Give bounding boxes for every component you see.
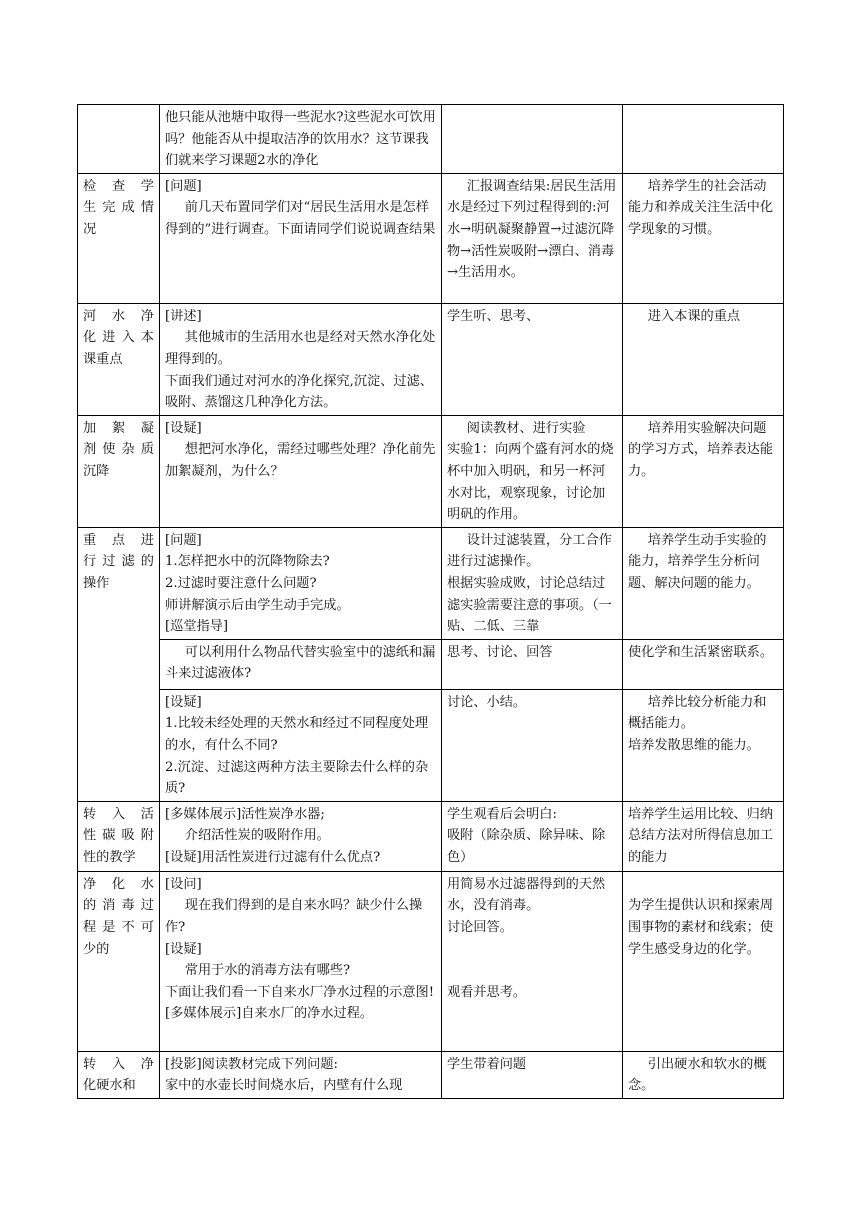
stage-cell xyxy=(78,105,160,174)
cell-text: [投影]阅读教材完成下列问题: xyxy=(165,1056,338,1072)
stage-cell xyxy=(78,415,160,527)
cell-text: 设计过滤装置，分工合作进行过滤操作。 xyxy=(447,532,612,570)
cell-text: 常用于水的消毒方法有哪些? xyxy=(184,963,351,979)
cell-text xyxy=(628,874,778,896)
cell-text: 吸附（除杂质、除异味、除色） xyxy=(447,828,606,865)
teacher-activity-cell xyxy=(160,105,442,174)
stage-label-line: 转 入 活 xyxy=(83,806,154,822)
design-intent-cell xyxy=(623,689,784,801)
student-activity-cell xyxy=(442,871,623,1051)
design-intent-cell xyxy=(623,105,784,174)
cell-text: [问题] xyxy=(165,178,202,194)
cell-text: 根据实验成败，讨论总结过滤实验需要注意的事项。（一贴、二低、三靠 xyxy=(447,575,612,635)
student-activity-cell xyxy=(442,527,623,639)
stage-label-line: 沉降 xyxy=(83,463,110,479)
cell-text: 下面让我们看一下自来水厂净水过程的示意图! xyxy=(165,984,435,1000)
cell-text: 用简易水过滤器得到的天然水，没有消毒。 xyxy=(447,876,606,914)
cell-text: 进入本课的重点 xyxy=(647,308,741,324)
student-activity-cell xyxy=(442,105,623,174)
cell-text: 培养学生动手实验的能力，培养学生分析问题、解决问题的能力。 xyxy=(628,532,767,591)
cell-text: 师讲解演示后由学生动手完成。 xyxy=(165,597,350,613)
cell-text: 他只能从池塘中取得一些泥水?这些泥水可饮用吗？他能否从中提取洁净的饮用水？这节课我们就来学习课题2水的净化 xyxy=(165,110,436,169)
stage-label-line: 剂使杂质 xyxy=(83,442,154,458)
stage-label-line: 的消毒过 xyxy=(83,898,154,914)
teacher-activity-cell xyxy=(160,415,442,527)
cell-text: 培养学生的社会活动能力和养成关注生活中化学现象的习惯。 xyxy=(628,178,774,237)
table-row xyxy=(78,105,784,174)
cell-text: 学生听、思考、 xyxy=(447,308,540,324)
cell-text xyxy=(447,960,617,982)
student-activity-cell xyxy=(442,173,623,303)
student-activity-cell xyxy=(442,689,623,801)
table-row xyxy=(78,639,784,689)
stage-label-line: 生完成情 xyxy=(83,200,154,216)
stage-label-line: 化硬水和 xyxy=(83,1078,136,1094)
cell-text: [设疑]用活性炭进行过滤有什么优点? xyxy=(165,849,381,865)
cell-text: 1.比较未经处理的天然水和经过不同程度处理的水，有什么不同? xyxy=(165,716,429,753)
cell-text: 培养比较分析能力和概括能力。 xyxy=(628,694,767,732)
cell-text: 学生观看后会明白: xyxy=(447,806,557,822)
lesson-plan-table xyxy=(77,104,784,1099)
cell-text xyxy=(447,939,617,961)
teacher-activity-cell xyxy=(160,639,442,689)
cell-text: [设疑] xyxy=(165,941,202,957)
teacher-activity-cell xyxy=(160,801,442,871)
teacher-activity-cell xyxy=(160,173,442,303)
table-row xyxy=(78,303,784,415)
teacher-activity-cell xyxy=(160,1051,442,1098)
table-row xyxy=(78,527,784,639)
design-intent-cell xyxy=(623,871,784,1051)
stage-label-line: 操作 xyxy=(83,575,110,591)
cell-text: 讨论、小结。 xyxy=(447,694,527,710)
cell-text: 为学生提供认识和探索周围事物的素材和线索；使学生感受身边的化学。 xyxy=(628,898,774,957)
student-activity-cell xyxy=(442,303,623,415)
student-activity-cell xyxy=(442,801,623,871)
cell-text: [设问] xyxy=(165,876,202,892)
stage-label-line: 性的教学 xyxy=(83,849,136,865)
stage-cell xyxy=(78,527,160,801)
teacher-activity-cell xyxy=(160,689,442,801)
stage-label-line: 转 入 净 xyxy=(83,1056,154,1072)
student-activity-cell xyxy=(442,639,623,689)
stage-label-line: 少的 xyxy=(83,941,110,957)
stage-label-line: 重 点 进 xyxy=(83,532,154,548)
student-activity-cell xyxy=(442,415,623,527)
design-intent-cell xyxy=(623,1051,784,1098)
table-row xyxy=(78,173,784,303)
cell-text: [设疑] xyxy=(165,420,202,436)
cell-text: 培养用实验解决问题的学习方式，培养表达能力。 xyxy=(628,420,774,479)
student-activity-cell xyxy=(442,1051,623,1098)
cell-text: 学生带着问题 xyxy=(447,1056,527,1072)
cell-text: [巡堂指导] xyxy=(165,619,229,635)
stage-cell xyxy=(78,871,160,1051)
cell-text: 其他城市的生活用水也是经对天然水净化处理得到的。 xyxy=(165,330,436,367)
cell-text: [问题] xyxy=(165,532,202,548)
cell-text: 2.沉淀、过滤这两种方法主要除去什么样的杂质? xyxy=(165,759,429,797)
stage-cell xyxy=(78,1051,160,1098)
cell-text: [多媒体展示]自来水厂的净水过程。 xyxy=(165,1006,374,1022)
stage-label-line: 河 水 净 xyxy=(83,308,154,324)
design-intent-cell xyxy=(623,303,784,415)
stage-label-line: 化进入本 xyxy=(83,330,154,346)
table-row xyxy=(78,801,784,871)
cell-text: 1.怎样把水中的沉降物除去? xyxy=(165,554,330,570)
table-row xyxy=(78,689,784,801)
design-intent-cell xyxy=(623,801,784,871)
cell-text: 想把河水净化，需经过哪些处理？净化前先加絮凝剂，为什么？ xyxy=(165,442,436,479)
cell-text: 培养学生运用比较、归纳总结方法对所得信息加工的能力 xyxy=(628,806,774,865)
design-intent-cell xyxy=(623,639,784,689)
stage-label-line: 检 查 学 xyxy=(83,178,154,194)
cell-text: 实验1：向两个盛有河水的烧杯中加入明矾，和另一杯河水对比，观察现象，讨论加明矾的作用。 xyxy=(447,442,614,523)
cell-text: 讨论回答。 xyxy=(447,919,513,935)
stage-label-line: 程是不可 xyxy=(83,919,154,935)
cell-text: 介绍活性炭的吸附作用。 xyxy=(184,828,330,844)
cell-text: 汇报调查结果:居民生活用水是经过下列过程得到的:河水→明矾凝聚静置→过滤沉降物→活性炭吸附→漂白、消毒→生活用水。 xyxy=(447,178,617,281)
cell-text: 观看并思考。 xyxy=(447,984,527,1000)
stage-label-line: 性碳吸附 xyxy=(83,828,154,844)
cell-text: 可以利用什么物品代替实验室中的滤纸和漏斗来过滤液体? xyxy=(165,644,436,682)
stage-label-line: 课重点 xyxy=(83,351,123,367)
cell-text: 阅读教材、进行实验 xyxy=(466,420,586,436)
cell-text: 使化学和生活紧密联系。 xyxy=(628,644,774,660)
teacher-activity-cell xyxy=(160,527,442,639)
table-row xyxy=(78,871,784,1051)
design-intent-cell xyxy=(623,527,784,639)
cell-text: [多媒体展示]活性炭净水器; xyxy=(165,806,325,822)
stage-cell xyxy=(78,173,160,303)
cell-text: 引出硬水和软水的概念。 xyxy=(628,1056,767,1094)
cell-text: 现在我们得到的是自来水吗？缺少什么操作? xyxy=(165,898,423,935)
teacher-activity-cell xyxy=(160,303,442,415)
stage-label-line: 净 化 水 xyxy=(83,876,154,892)
cell-text: 下面我们通过对河水的净化探究,沉淀、过滤、吸附、蒸馏这几种净化方法。 xyxy=(165,373,433,411)
cell-text: 前几天布置同学们对“居民生活用水是怎样得到的”进行调查。下面请同学们说说调查结果 xyxy=(165,200,436,237)
stage-label-line: 加 絮 凝 xyxy=(83,420,154,436)
table-row xyxy=(78,1051,784,1098)
design-intent-cell xyxy=(623,173,784,303)
cell-text: 培养发散思维的能力。 xyxy=(628,737,760,753)
stage-cell xyxy=(78,303,160,415)
cell-text: [讲述] xyxy=(165,308,202,324)
cell-text: 思考、讨论、回答 xyxy=(447,644,553,660)
cell-text: 2.过滤时要注意什么问题? xyxy=(165,575,317,591)
teacher-activity-cell xyxy=(160,871,442,1051)
stage-label-line: 况 xyxy=(83,221,97,237)
stage-label-line: 行过滤的 xyxy=(83,554,154,570)
design-intent-cell xyxy=(623,415,784,527)
cell-text: 家中的水壶长时间烧水后，内壁有什么现 xyxy=(165,1078,403,1094)
cell-text: [设疑] xyxy=(165,694,202,710)
stage-cell xyxy=(78,801,160,871)
table-row xyxy=(78,415,784,527)
